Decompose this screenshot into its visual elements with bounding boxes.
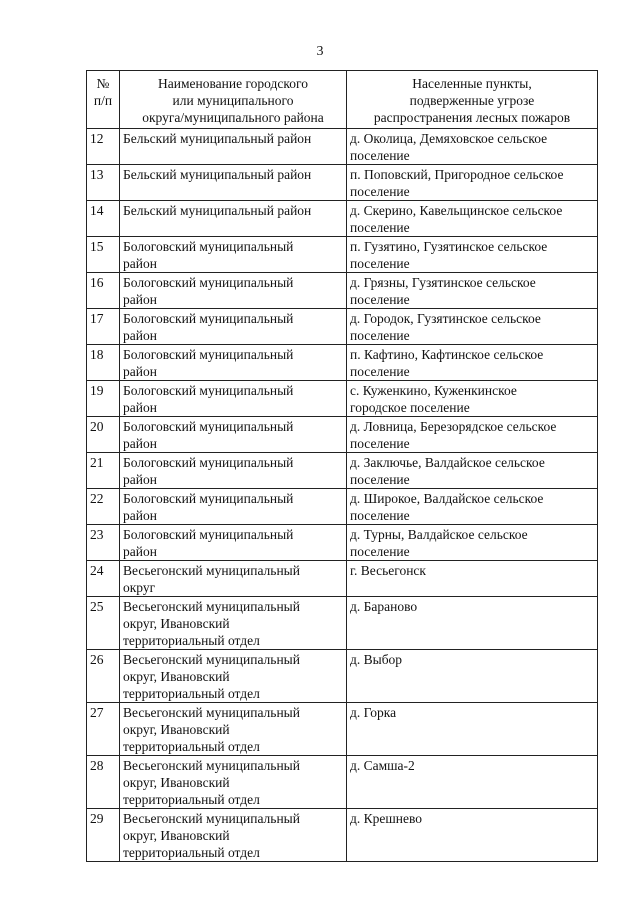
- settlement-line: д. Околица, Демяховское сельское: [350, 131, 548, 146]
- district-name-line: округ, Ивановский: [123, 828, 230, 843]
- district-name-line: Весьегонский муниципальный: [123, 652, 300, 667]
- settlement-line: д. Выбор: [350, 652, 403, 667]
- district-name-cell: [120, 417, 347, 453]
- district-name-line: Бельский муниципальный район: [123, 203, 312, 218]
- header-num: [87, 71, 120, 129]
- settlement-cell: [347, 381, 598, 417]
- table-row: [87, 597, 598, 650]
- row-number: 23: [87, 525, 120, 561]
- table-row: [87, 417, 598, 453]
- district-name-cell: [120, 201, 347, 237]
- district-name-line: территориальный отдел: [123, 739, 260, 754]
- district-name-line: Бологовский муниципальный: [123, 275, 294, 290]
- settlement-cell: [347, 525, 598, 561]
- settlement-line: поселение: [350, 328, 410, 343]
- district-name-cell: [120, 309, 347, 345]
- settlement-line: д. Широкое, Валдайское сельское: [350, 491, 544, 506]
- district-name-line: Бологовский муниципальный: [123, 239, 294, 254]
- settlement-cell: [347, 417, 598, 453]
- district-name-line: район: [123, 364, 157, 379]
- district-name-line: Весьегонский муниципальный: [123, 705, 300, 720]
- district-name-cell: [120, 273, 347, 309]
- settlement-line: поселение: [350, 364, 410, 379]
- settlement-line: д. Грязны, Гузятинское сельское: [350, 275, 536, 290]
- settlement-line: п. Гузятино, Гузятинское сельское: [350, 239, 548, 254]
- table-row: [87, 756, 598, 809]
- settlements-table: [86, 70, 598, 862]
- table-row: [87, 525, 598, 561]
- settlement-line: с. Куженкино, Куженкинское: [350, 383, 517, 398]
- district-name-cell: [120, 561, 347, 597]
- settlement-line: поселение: [350, 544, 410, 559]
- settlement-cell: [347, 561, 598, 597]
- settlement-cell: [347, 237, 598, 273]
- settlement-line: д. Бараново: [350, 599, 418, 614]
- settlement-line: городское поселение: [350, 400, 470, 415]
- district-name-cell: [120, 453, 347, 489]
- district-name-cell: [120, 129, 347, 165]
- settlement-line: д. Турны, Валдайское сельское: [350, 527, 528, 542]
- district-name-cell: [120, 525, 347, 561]
- settlement-line: д. Самша-2: [350, 758, 415, 773]
- row-number: 17: [87, 309, 120, 345]
- district-name-line: район: [123, 292, 157, 307]
- district-name-line: округ, Ивановский: [123, 775, 230, 790]
- row-number: 29: [87, 809, 120, 862]
- settlement-line: д. Горка: [350, 705, 397, 720]
- table-row: [87, 237, 598, 273]
- settlement-line: поселение: [350, 436, 410, 451]
- row-number: 25: [87, 597, 120, 650]
- district-name-cell: [120, 597, 347, 650]
- settlement-cell: [347, 453, 598, 489]
- district-name-line: Весьегонский муниципальный: [123, 563, 300, 578]
- district-name-line: территориальный отдел: [123, 633, 260, 648]
- settlement-cell: [347, 165, 598, 201]
- district-name-cell: [120, 489, 347, 525]
- district-name-line: Бологовский муниципальный: [123, 311, 294, 326]
- district-name-cell: [120, 381, 347, 417]
- district-name-line: территориальный отдел: [123, 792, 260, 807]
- settlement-line: поселение: [350, 148, 410, 163]
- header-name: [120, 71, 347, 129]
- settlement-line: п. Поповский, Пригородное сельское: [350, 167, 564, 182]
- district-name-cell: [120, 703, 347, 756]
- header-place-line: распространения лесных пожаров: [373, 110, 571, 125]
- district-name-line: Бельский муниципальный район: [123, 131, 312, 146]
- header-place-line: Населенные пункты,: [412, 76, 532, 91]
- district-name-line: район: [123, 400, 157, 415]
- district-name-cell: [120, 237, 347, 273]
- table-row: [87, 165, 598, 201]
- district-name-line: Весьегонский муниципальный: [123, 599, 300, 614]
- district-name-cell: [120, 756, 347, 809]
- district-name-line: Бологовский муниципальный: [123, 491, 294, 506]
- settlement-line: д. Ловница, Березорядское сельское: [350, 419, 557, 434]
- settlement-cell: [347, 273, 598, 309]
- settlement-line: д. Скерино, Кавельщинское сельское: [350, 203, 563, 218]
- district-name-line: территориальный отдел: [123, 686, 260, 701]
- district-name-line: Бологовский муниципальный: [123, 455, 294, 470]
- settlement-cell: [347, 703, 598, 756]
- row-number: 22: [87, 489, 120, 525]
- table-row: [87, 453, 598, 489]
- row-number: 19: [87, 381, 120, 417]
- header-name-line: округа/муниципального района: [142, 110, 324, 125]
- district-name-line: Бельский муниципальный район: [123, 167, 312, 182]
- table-row: [87, 381, 598, 417]
- settlement-line: п. Кафтино, Кафтинское сельское: [350, 347, 544, 362]
- district-name-line: Бологовский муниципальный: [123, 419, 294, 434]
- row-number: 14: [87, 201, 120, 237]
- table-row: [87, 809, 598, 862]
- row-number: 26: [87, 650, 120, 703]
- settlement-line: поселение: [350, 472, 410, 487]
- table-row: [87, 273, 598, 309]
- settlement-line: поселение: [350, 508, 410, 523]
- page-number: 3: [316, 44, 324, 59]
- district-name-line: Весьегонский муниципальный: [123, 811, 300, 826]
- header-place: [347, 71, 598, 129]
- row-number: 16: [87, 273, 120, 309]
- table-row: [87, 703, 598, 756]
- settlement-cell: [347, 597, 598, 650]
- header-name-line: или муниципального: [172, 93, 294, 108]
- header-num-line: №: [96, 76, 110, 91]
- settlement-line: поселение: [350, 256, 410, 271]
- table-row: [87, 309, 598, 345]
- row-number: 21: [87, 453, 120, 489]
- row-number: 12: [87, 129, 120, 165]
- settlement-cell: [347, 201, 598, 237]
- district-name-line: территориальный отдел: [123, 845, 260, 860]
- district-name-line: округ: [123, 580, 156, 595]
- table-row: [87, 201, 598, 237]
- settlement-cell: [347, 650, 598, 703]
- settlement-cell: [347, 309, 598, 345]
- district-name-line: район: [123, 436, 157, 451]
- row-number: 27: [87, 703, 120, 756]
- row-number: 15: [87, 237, 120, 273]
- district-name-line: округ, Ивановский: [123, 722, 230, 737]
- row-number: 20: [87, 417, 120, 453]
- settlement-line: поселение: [350, 292, 410, 307]
- settlement-cell: [347, 345, 598, 381]
- row-number: 24: [87, 561, 120, 597]
- settlement-line: г. Весьегонск: [350, 563, 426, 578]
- district-name-line: Бологовский муниципальный: [123, 527, 294, 542]
- table-row: [87, 129, 598, 165]
- settlement-cell: [347, 756, 598, 809]
- header-name-line: Наименование городского: [158, 76, 308, 91]
- district-name-cell: [120, 809, 347, 862]
- district-name-cell: [120, 650, 347, 703]
- district-name-line: округ, Ивановский: [123, 669, 230, 684]
- table-body: [87, 129, 598, 862]
- district-name-line: Бологовский муниципальный: [123, 383, 294, 398]
- table-row: [87, 489, 598, 525]
- table-row: [87, 345, 598, 381]
- settlement-line: д. Заключье, Валдайское сельское: [350, 455, 545, 470]
- district-name-line: округ, Ивановский: [123, 616, 230, 631]
- district-name-line: район: [123, 544, 157, 559]
- row-number: 28: [87, 756, 120, 809]
- header-num-line: п/п: [93, 93, 113, 108]
- row-number: 13: [87, 165, 120, 201]
- header-place-line: подверженные угрозе: [409, 93, 535, 108]
- settlement-line: д. Городок, Гузятинское сельское: [350, 311, 541, 326]
- settlement-cell: [347, 489, 598, 525]
- settlement-line: д. Крешнево: [350, 811, 423, 826]
- table-row: [87, 561, 598, 597]
- district-name-line: Бологовский муниципальный: [123, 347, 294, 362]
- district-name-line: Весьегонский муниципальный: [123, 758, 300, 773]
- table-row: [87, 650, 598, 703]
- district-name-cell: [120, 165, 347, 201]
- district-name-line: район: [123, 256, 157, 271]
- district-name-cell: [120, 345, 347, 381]
- settlement-cell: [347, 129, 598, 165]
- district-name-line: район: [123, 508, 157, 523]
- table-header-row: [87, 71, 598, 129]
- settlement-line: поселение: [350, 184, 410, 199]
- district-name-line: район: [123, 472, 157, 487]
- settlement-cell: [347, 809, 598, 862]
- district-name-line: район: [123, 328, 157, 343]
- row-number: 18: [87, 345, 120, 381]
- settlement-line: поселение: [350, 220, 410, 235]
